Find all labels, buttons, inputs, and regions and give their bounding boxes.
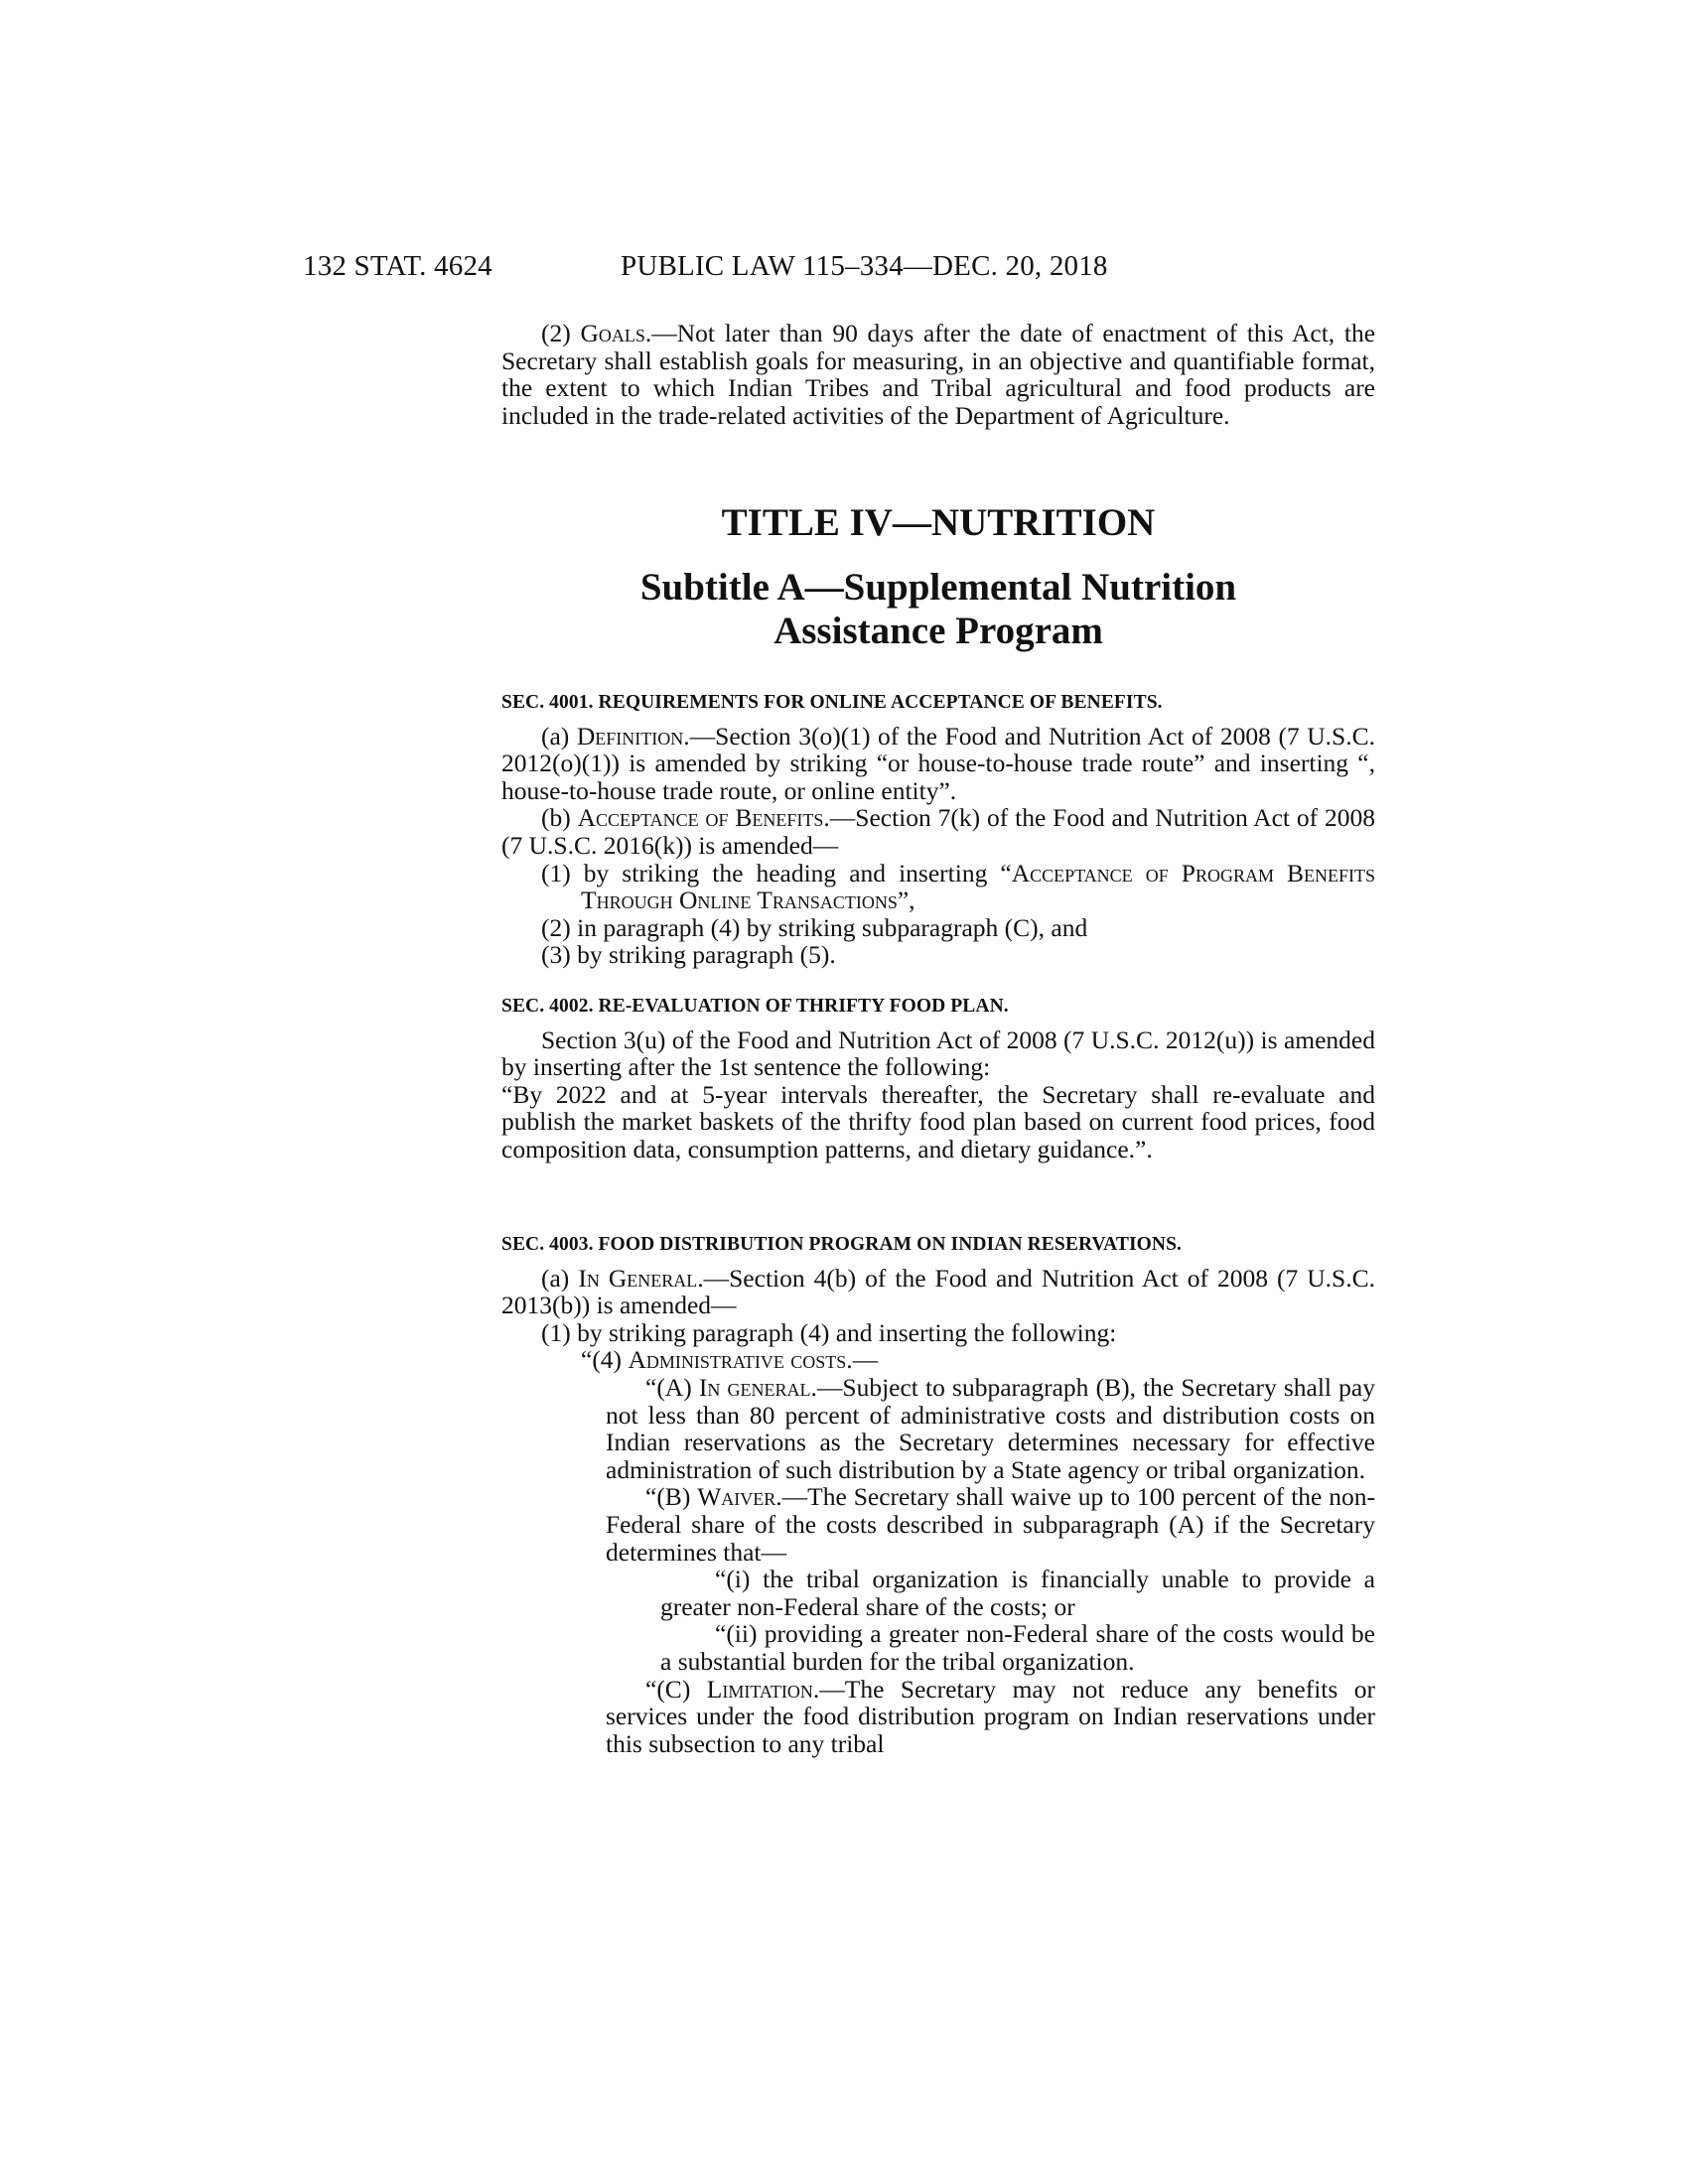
goals-heading: Goals (580, 319, 645, 347)
section-4001-a-number: (a) (541, 721, 570, 751)
title-heading: TITLE IV—NUTRITION (721, 501, 1156, 544)
section-4001-heading: SEC. 4001. REQUIREMENTS FOR ONLINE ACCEPTANCE OF BENEFITS. (501, 692, 1163, 713)
section-4002-heading: SEC. 4002. RE-EVALUATION OF THRIFTY FOOD PLAN. (501, 996, 1009, 1017)
section-4001-b-number: (b) (541, 803, 571, 833)
goals-paragraph (501, 320, 1375, 429)
subparagraph-b-heading: Waiver (697, 1482, 776, 1512)
subparagraph-c (501, 1676, 1375, 1758)
subtitle-heading (501, 566, 1375, 653)
subparagraph-b-body: .—The Secretary shall waive up to 100 percent of the non-Federal share of the costs described in subparagraph (A) if the Secretary determines that— (606, 1482, 1376, 1567)
section-4003 (501, 1231, 1375, 1757)
section-4003-item-1: (1) by striking paragraph (4) and inserting the following: (541, 1317, 1117, 1347)
section-4001 (501, 689, 1375, 969)
item-1-closing: ”, (897, 886, 915, 915)
item-1-text: (1) by striking the heading and inserting “ (541, 858, 1012, 887)
goals-text (501, 320, 1375, 429)
goals-body: .—Not later than 90 days after the date of enactment of this Act, the Secretary shall establish goals for measuring, in an objective and quantifiable format, the extent to which Indian Tribes and Tribal agricultural and food products are included in the trade-related activities of the Department of Agriculture. (501, 319, 1376, 430)
public-law-citation: PUBLIC LAW 115–334—DEC. 20, 2018 (621, 250, 1108, 282)
section-4003-a (501, 1265, 1375, 1319)
section-4001-b-heading: Acceptance of Benefits (577, 803, 824, 833)
subparagraph-c-body: .—The Secretary may not reduce any benefits or services under the food distribution program on Indian reservations under this subsection to any tribal (606, 1674, 1376, 1758)
subparagraph-a-body: .—Subject to subparagraph (B), the Secretary shall pay not less than 80 percent of administrative costs and distribution costs on Indian reservations as the Secretary determines necessary for effective administration of such distribution by a State agency or tribal organization. (606, 1372, 1375, 1484)
section-4002-text: Section 3(u) of the Food and Nutrition Act of 2008 (7 U.S.C. 2012(u)) is amended by inserting after the 1st sentence the following: (501, 1024, 1375, 1082)
item-1-inserted-heading: Acceptance of Program Benefits Through Online Transactions (581, 858, 1376, 915)
section-4003-a-heading: In General (578, 1263, 698, 1293)
running-header (303, 250, 1395, 286)
subparagraph-a-heading: In general (698, 1372, 811, 1402)
section-4001-item-2: (2) in paragraph (4) by striking subparagraph (C), and (541, 912, 1088, 942)
section-4003-heading: SEC. 4003. FOOD DISTRIBUTION PROGRAM ON INDIAN RESERVATIONS. (501, 1234, 1183, 1255)
subtitle-line-1: Subtitle A—Supplemental Nutrition (639, 566, 1237, 609)
subparagraph-b (501, 1483, 1375, 1566)
section-4002-quote: “By 2022 and at 5-year intervals thereafter, the Secretary shall re-evaluate and publish the market baskets of the thrifty food plan based on current food prices, food composition data, consumption patterns, and dietary guidance.”. (501, 1079, 1375, 1163)
subtitle-line-2: Assistance Program (774, 610, 1103, 652)
section-4001-b (501, 804, 1375, 859)
section-4001-a (501, 723, 1375, 805)
subparagraph-c-number: “(C) (645, 1674, 691, 1704)
paragraph-4-heading (501, 1346, 1375, 1374)
clause-i: “(i) the tribal organization is financially unable to provide a greater non-Federal share of the costs; or (660, 1565, 1375, 1621)
section-4001-item-3: (3) by striking paragraph (5). (541, 940, 836, 970)
section-4001-b-body: .—Section 7(k) of the Food and Nutrition Act of 2008 (7 U.S.C. 2016(k)) is amended— (501, 803, 1376, 860)
section-4002 (501, 993, 1375, 1163)
subparagraph-a (501, 1374, 1375, 1483)
section-4001-item-1 (501, 860, 1375, 914)
section-4001-a-body: .—Section 3(o)(1) of the Food and Nutrition Act of 2008 (7 U.S.C. 2012(o)(1)) is amended by striking “or house-to-house trade route” and inserting “, house-to-house trade route, or online entity”. (501, 721, 1375, 805)
subparagraph-b-number: “(B) (645, 1482, 691, 1512)
paragraph-4-number: “(4) (581, 1345, 623, 1375)
paragraph-4-dash: .— (846, 1345, 879, 1375)
subparagraph-c-heading: Limitation (706, 1674, 813, 1704)
section-4003-a-body: .—Section 4(b) of the Food and Nutrition Act of 2008 (7 U.S.C. 2013(b)) is amended— (501, 1263, 1375, 1320)
paragraph-4-title: Administrative costs (628, 1345, 847, 1375)
statute-page-number: 132 STAT. 4624 (303, 250, 492, 282)
goals-number: (2) (541, 319, 571, 347)
subparagraph-a-number: “(A) (645, 1372, 692, 1402)
section-4003-a-number: (a) (541, 1263, 570, 1293)
clause-ii: “(ii) providing a greater non-Federal share of the costs would be a substantial burden for the tribal organization. (660, 1619, 1375, 1676)
section-4001-a-heading: Definition (576, 721, 684, 751)
